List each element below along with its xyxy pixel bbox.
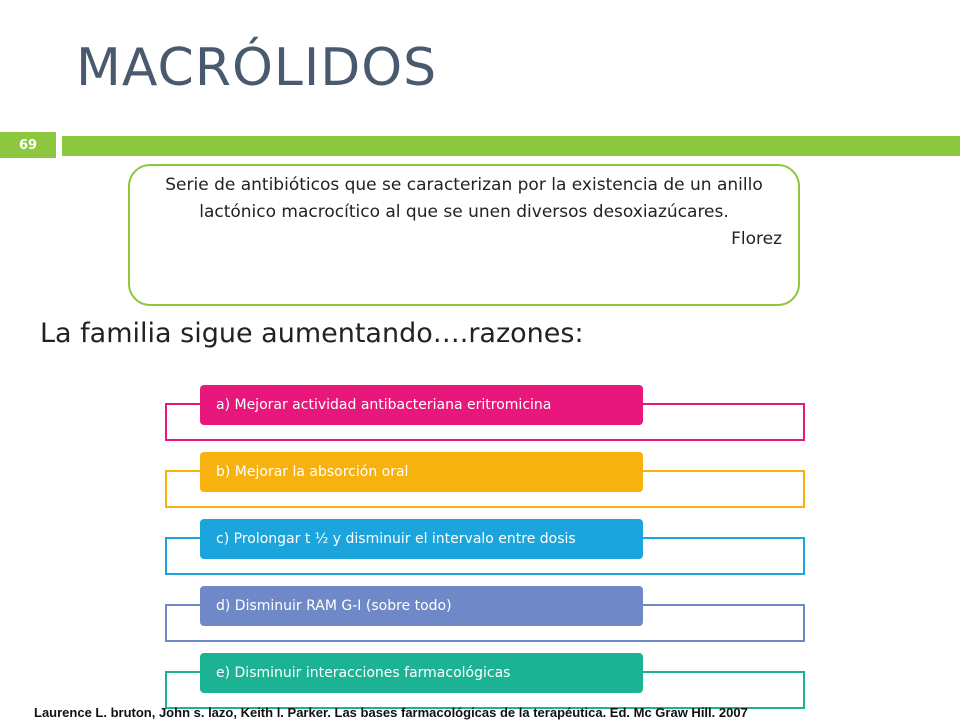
reason-item (0, 653, 960, 713)
reason-label: d) Disminuir RAM G-I (sobre todo) (200, 586, 643, 626)
reason-item (0, 385, 960, 445)
reason-label: a) Mejorar actividad antibacteriana eritromicina (200, 385, 643, 425)
reason-item (0, 586, 960, 646)
slide-title: MACRÓLIDOS (76, 38, 438, 98)
section-subheading: La familia sigue aumentando….razones: (40, 318, 584, 349)
reason-label: e) Disminuir interacciones farmacológicas (200, 653, 643, 693)
bibliographic-reference: Laurence L. bruton, John s. lazo, Keith l. Parker. Las bases farmacológicas de la terapéutica. Ed. Mc Graw Hill. 2007 (34, 705, 748, 720)
title-rule-bar (62, 136, 960, 156)
definition-box (128, 164, 800, 306)
reason-label: b) Mejorar la absorción oral (200, 452, 643, 492)
reason-label: c) Prolongar t ½ y disminuir el intervalo entre dosis (200, 519, 643, 559)
definition-text: Serie de antibióticos que se caracterizan por la existencia de un anillo lactónico macrocítico al que se unen diversos desoxiazúcares. (165, 175, 763, 222)
definition-author: Florez (731, 229, 782, 249)
slide-number: 69 (0, 132, 56, 158)
reason-item (0, 519, 960, 579)
reason-item (0, 452, 960, 512)
